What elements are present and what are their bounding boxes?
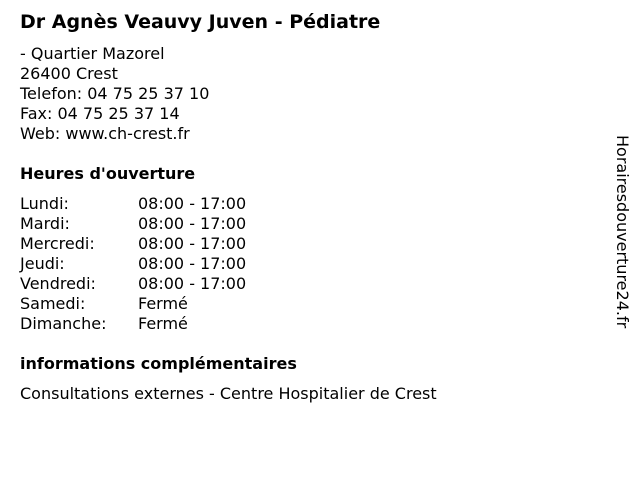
hours-time: 08:00 - 17:00 bbox=[138, 194, 247, 213]
hours-day: Samedi: bbox=[20, 294, 86, 313]
address-fax: Fax: 04 75 25 37 14 bbox=[20, 104, 180, 123]
hours-time: 08:00 - 17:00 bbox=[138, 214, 247, 233]
additional-info-text: Consultations externes - Centre Hospitalier de Crest bbox=[20, 384, 437, 403]
site-watermark: Horairesdouverture24.fr bbox=[613, 135, 632, 329]
hours-day: Dimanche: bbox=[20, 314, 107, 333]
opening-hours-heading: Heures d'ouverture bbox=[20, 164, 196, 183]
page-title: Dr Agnès Veauvy Juven - Pédiatre bbox=[20, 11, 381, 33]
hours-day: Mardi: bbox=[20, 214, 70, 233]
address-street: - Quartier Mazorel bbox=[20, 44, 165, 63]
address-city: 26400 Crest bbox=[20, 64, 118, 83]
hours-day: Jeudi: bbox=[20, 254, 65, 273]
hours-time: 08:00 - 17:00 bbox=[138, 274, 247, 293]
hours-time: Fermé bbox=[138, 314, 188, 333]
hours-time: 08:00 - 17:00 bbox=[138, 234, 247, 253]
hours-day: Vendredi: bbox=[20, 274, 96, 293]
hours-time: 08:00 - 17:00 bbox=[138, 254, 247, 273]
additional-info-heading: informations complémentaires bbox=[20, 354, 297, 373]
hours-day: Lundi: bbox=[20, 194, 69, 213]
hours-time: Fermé bbox=[138, 294, 188, 313]
hours-day: Mercredi: bbox=[20, 234, 95, 253]
address-web: Web: www.ch-crest.fr bbox=[20, 124, 190, 143]
address-phone: Telefon: 04 75 25 37 10 bbox=[20, 84, 210, 103]
address-block bbox=[20, 44, 209, 144]
